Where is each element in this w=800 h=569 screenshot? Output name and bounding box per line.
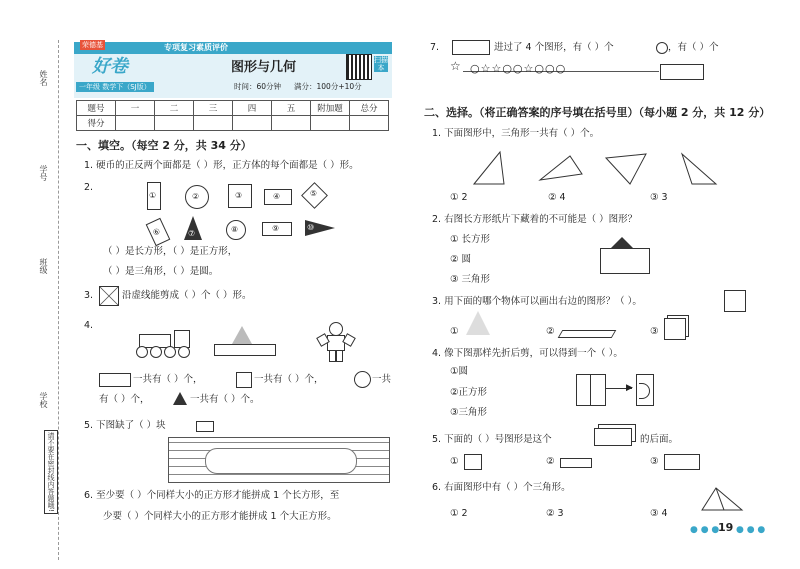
q4-line2-b: 一共有（ ）个。 <box>190 394 260 405</box>
score-header-cell: 三 <box>194 101 233 116</box>
rectangle-icon <box>660 64 704 80</box>
s5-text: 5. 下面的（ ）号图形是这个 <box>432 434 552 445</box>
score-row-label: 得分 <box>77 116 116 131</box>
fold-line <box>590 375 591 405</box>
s6-opt-3[interactable]: ③ 4 <box>650 508 668 519</box>
opt-rect-thin <box>560 458 592 468</box>
q2-number: 2. <box>84 182 94 193</box>
shape-triangle-7-label: ⑦ <box>188 229 196 238</box>
side-name-label: 姓名 <box>39 70 48 86</box>
s6-outer-triangle <box>702 488 742 510</box>
score-cell[interactable] <box>233 116 272 131</box>
s2-text: 2. 右图长方形纸片下藏着的不可能是（ ）图形？ <box>432 214 638 225</box>
s3-opt-2[interactable]: ② <box>546 326 555 337</box>
s4-text: 4. 像下图那样先折后剪，可以得到一个（ ）。 <box>432 348 623 359</box>
triangle-c <box>606 154 646 184</box>
s6-text: 6. 右面图形中有（ ）个三角形。 <box>432 482 571 493</box>
train-roof <box>178 316 190 328</box>
q4-line1-b: 一共有（ ）个， <box>254 374 324 385</box>
wall-gap <box>205 448 357 474</box>
q5-text: 5. 下图缺了（ ）块 <box>84 420 166 431</box>
side-id-label: 学号 <box>39 165 48 181</box>
s1-opt-3[interactable]: ③ 3 <box>650 192 668 203</box>
robot-head <box>329 322 343 336</box>
cut-paper <box>636 374 654 406</box>
target-square <box>724 290 746 312</box>
score-cell[interactable] <box>155 116 194 131</box>
train-wheel <box>136 346 148 358</box>
robot-leg <box>336 350 343 362</box>
page-title: 图形与几何 <box>231 60 297 75</box>
shape-circle-2: ② <box>185 185 209 209</box>
s5-opt-3[interactable]: ③ <box>650 456 659 467</box>
train-wheel <box>178 346 190 358</box>
shape-square-5: ⑤ <box>301 182 328 209</box>
s1-triangles <box>470 150 730 186</box>
shape-circle-8: ⑧ <box>226 220 246 240</box>
q7-text: 进过了 4 个图形，有（ ）个 <box>494 42 614 53</box>
robot-body <box>327 335 345 351</box>
s3-opt-3[interactable]: ③ <box>650 326 659 337</box>
brand-logo: 好卷 <box>92 56 128 77</box>
side-note: 请不要在密封线内答题哦! <box>44 430 58 514</box>
s3-opt-1[interactable]: ① <box>450 326 459 337</box>
flat-board-icon <box>558 330 617 338</box>
score-header-cell: 总分 <box>350 101 389 116</box>
score-header-cell: 附加题 <box>311 101 350 116</box>
score-header-cell: 二 <box>155 101 194 116</box>
score-cell[interactable] <box>311 116 350 131</box>
q4-number: 4. <box>84 320 94 331</box>
q6-line1: 6. 至少要（ ）个同样大小的正方形才能拼成 1 个长方形，至 <box>84 490 340 501</box>
q1-text: 1. 硬币的正反两个面都是（ ）形，正方体的每个面都是（ ）形。 <box>84 160 359 171</box>
score-table <box>76 100 389 131</box>
boat-hull <box>214 344 276 356</box>
shape-parallelogram-6: ⑥ <box>146 218 171 247</box>
train-wheel <box>164 346 176 358</box>
banner-text: 专项复习素质评价 <box>164 43 228 52</box>
q7-text-mid: ，有（ ）个 <box>668 42 719 53</box>
cut-half-circle <box>639 383 650 399</box>
shape-square-3: ③ <box>228 184 252 208</box>
cube-icon <box>664 318 686 340</box>
s5-opt-2[interactable]: ② <box>546 456 555 467</box>
score-cell[interactable] <box>350 116 389 131</box>
brand-badge: 荣德基 <box>82 41 103 49</box>
time-label: 时间：60分钟 <box>234 82 282 91</box>
rectangle-icon <box>99 373 131 387</box>
train-wheel <box>150 346 162 358</box>
q4-line2-a: 有（ ）个， <box>99 394 150 405</box>
page-dots-right: ● ● ● <box>736 525 766 535</box>
section1-heading: 一、填空。（每空 2 分，共 34 分） <box>76 139 252 152</box>
s1-opt-1[interactable]: ① 2 <box>450 192 468 203</box>
q7-number: 7. <box>430 42 440 53</box>
score-cell[interactable] <box>116 116 155 131</box>
s6-opt-2[interactable]: ② 3 <box>546 508 564 519</box>
binding-line <box>58 40 59 560</box>
q2-line2: （ ）是三角形，（ ）是圆。 <box>103 266 219 277</box>
q4-line1-c: 一共 <box>372 374 392 385</box>
triangle-icon <box>173 392 187 405</box>
q4-line1-a: 一共有（ ）个， <box>133 374 203 385</box>
s5-text-b: 的后面。 <box>640 434 679 445</box>
brick-icon <box>196 421 214 432</box>
rectangle-icon <box>452 40 490 55</box>
side-school-label: 学校 <box>39 392 48 408</box>
score-cell[interactable] <box>272 116 311 131</box>
score-label: 满分：100分+10分 <box>294 82 362 91</box>
s2-opt-3[interactable]: ③ 三角形 <box>450 274 491 285</box>
triangle-a <box>474 152 504 184</box>
s2-opt-1[interactable]: ① 长方形 <box>450 234 491 245</box>
s4-opt-2[interactable]: ②正方形 <box>450 387 488 398</box>
side-class-label: 班级 <box>39 258 48 274</box>
arrow-right-icon: ▶ <box>626 383 633 393</box>
cone-icon <box>466 311 490 335</box>
score-header-cell: 一 <box>116 101 155 116</box>
paper-rectangle <box>600 248 650 274</box>
q3-number: 3. <box>84 290 94 301</box>
s1-opt-2[interactable]: ② 4 <box>548 192 566 203</box>
square-dashed-diagonals-icon <box>99 286 119 306</box>
opt-square-small <box>464 454 482 470</box>
robot-leg <box>329 350 336 362</box>
cuboid-icon <box>594 428 632 446</box>
circle-icon <box>656 42 668 54</box>
brick-wall-figure <box>168 437 390 483</box>
qr-code-icon <box>346 54 372 80</box>
header-band <box>74 42 392 54</box>
folded-paper <box>576 374 606 406</box>
score-header-cell: 题号 <box>77 101 116 116</box>
q3-text: 沿虚线能剪成（ ）个（ ）形。 <box>122 290 252 301</box>
boat-sail <box>232 326 252 344</box>
shape-triangle-10-label: ⑩ <box>307 223 315 232</box>
qr-label: 扫描本 <box>374 56 388 72</box>
triangle-d <box>682 154 716 184</box>
s3-text: 3. 用下面的哪个物体可以画出右边的图形？（ ）。 <box>432 296 642 307</box>
bead-sequence: ○☆☆○○☆○○○ <box>470 62 567 75</box>
circle-icon <box>354 371 371 388</box>
shape-rect-9: ⑨ <box>262 222 292 236</box>
opt-rect-wide <box>664 454 700 470</box>
shape-rect-4: ④ <box>264 189 292 205</box>
square-icon <box>236 372 252 388</box>
s2-opt-2[interactable]: ② 圆 <box>450 254 472 265</box>
s5-opt-1[interactable]: ① <box>450 456 459 467</box>
quarter-shape-b <box>540 156 582 180</box>
score-header-cell: 五 <box>272 101 311 116</box>
page-number: 19 <box>718 521 734 534</box>
s6-opt-1[interactable]: ① 2 <box>450 508 468 519</box>
page-dots-left: ● ● ● <box>690 525 720 535</box>
section2-heading: 二、选择。（将正确答案的序号填在括号里）（每小题 2 分，共 12 分） <box>424 106 771 119</box>
score-cell[interactable] <box>194 116 233 131</box>
q6-line2: 少要（ ）个同样大小的正方形才能拼成 1 个大正方形。 <box>103 511 337 522</box>
shape-rect-1: ① <box>147 182 161 210</box>
q2-line1: （ ）是长方形，（ ）是正方形， <box>103 246 238 257</box>
s6-triangle-figure <box>700 486 744 512</box>
s4-opt-3[interactable]: ③三角形 <box>450 407 488 418</box>
s4-opt-1[interactable]: ①圆 <box>450 366 469 377</box>
s1-text: 1. 下面图形中，三角形一共有（ ）个。 <box>432 128 600 139</box>
grade-label: 一年级 数学下（SJ版） <box>76 82 154 92</box>
star-icon: ☆ <box>450 59 461 73</box>
score-header-cell: 四 <box>233 101 272 116</box>
header-banner <box>74 42 392 98</box>
